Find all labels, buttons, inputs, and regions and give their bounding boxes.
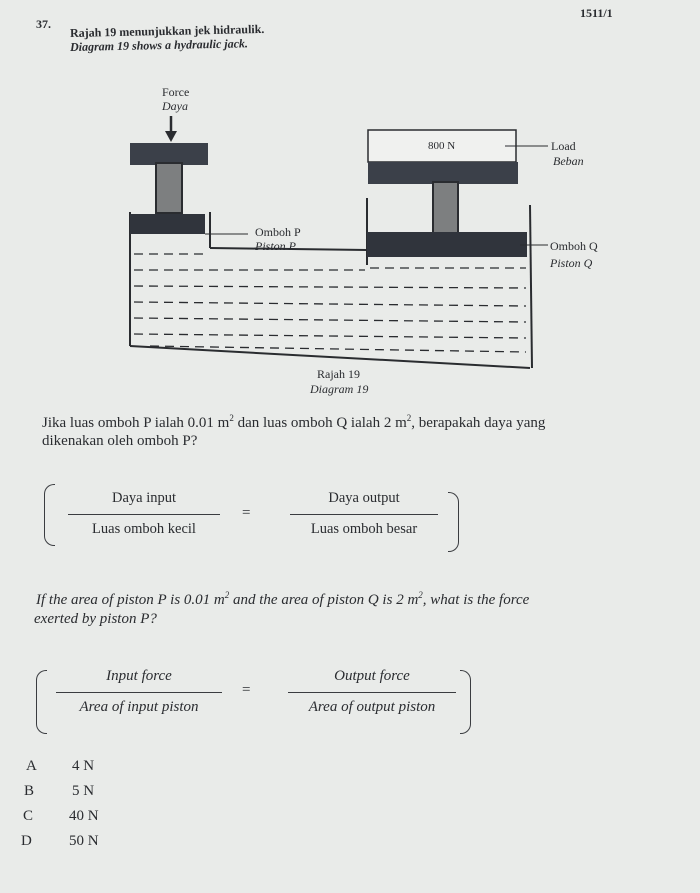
text-ms-part2: dan luas omboh Q ialah 2 m [233, 415, 407, 431]
option-a-letter[interactable]: A [26, 758, 37, 774]
formula-en-right-denominator: Area of output piston [308, 699, 436, 716]
option-a-value[interactable]: 4 N [72, 758, 95, 774]
question-number: 37. [36, 17, 51, 31]
load-platform [368, 162, 518, 184]
option-c-value[interactable]: 40 N [69, 808, 99, 824]
page-code: 1511/1 [580, 6, 613, 20]
formula-ms-right-denominator: Luas omboh besar [310, 521, 418, 538]
piston-q-rod [433, 182, 458, 234]
formula-en-right-bracket [460, 670, 471, 734]
formula-ms-equals: = [242, 505, 251, 521]
formula-en-left-denominator: Area of input piston [79, 699, 199, 716]
piston-q-label-ms: Omboh Q [550, 239, 598, 253]
option-d-letter[interactable]: D [21, 833, 32, 849]
fraction-bar [290, 514, 438, 515]
formula-ms-left-fraction [68, 490, 220, 538]
formula-ms-left-numerator: Daya input [111, 490, 177, 506]
force-label-ms: Force [162, 85, 190, 99]
formula-en-left-numerator: Input force [106, 668, 172, 684]
diagram-caption-ms: Rajah 19 [317, 367, 360, 381]
piston-p-handle [130, 143, 208, 165]
load-label-en: Load [551, 139, 576, 153]
option-b-letter[interactable]: B [24, 783, 35, 799]
text-ms-sup1: 2 [229, 413, 234, 423]
formula-en-left-fraction [56, 668, 222, 716]
option-b-value[interactable]: 5 N [72, 783, 95, 799]
question-text-en-line1 [36, 590, 529, 609]
text-en-part3: , what is the force [422, 592, 530, 608]
text-en-part1: If the area of piston P is 0.01 m [36, 592, 225, 608]
formula-en-right-numerator: Output force [334, 668, 410, 684]
piston-p-label-en: Piston P [255, 239, 296, 253]
formula-en-equals: = [242, 682, 251, 698]
question-text-ms-line2: dikenakan oleh omboh P? [42, 433, 198, 449]
formula-en-left-bracket [36, 670, 47, 734]
formula-ms-right-fraction [290, 490, 438, 538]
question-text-ms-line1 [42, 413, 545, 432]
piston-q-plate [367, 232, 527, 257]
fraction-bar [68, 514, 220, 515]
force-arrow-icon [165, 116, 177, 142]
fraction-bar [288, 692, 456, 693]
fraction-bar [56, 692, 222, 693]
formula-ms-right-bracket [448, 492, 459, 552]
load-label-ms: Beban [553, 154, 584, 168]
text-en-part2: and the area of piston Q is 2 m [229, 592, 419, 608]
formula-ms-left-denominator: Luas omboh kecil [92, 521, 196, 538]
option-c-letter[interactable]: C [23, 808, 34, 824]
text-en-sup2: 2 [418, 590, 423, 600]
text-ms-part3: , berapakah daya yang [411, 415, 546, 431]
piston-p-label-ms: Omboh P [255, 225, 301, 239]
question-text-en-line2: exerted by piston P? [34, 611, 157, 627]
piston-p-plate [130, 214, 205, 234]
option-d-value[interactable]: 50 N [69, 833, 99, 849]
text-en-sup1: 2 [224, 590, 230, 600]
question-stem-en: Diagram 19 shows a hydraulic jack. [69, 36, 249, 54]
load-value: 800 N [428, 140, 456, 152]
formula-ms-right-numerator: Daya output [328, 490, 400, 506]
liquid-dashes [134, 254, 526, 352]
piston-q-label-en: Piston Q [550, 256, 593, 270]
formula-en-right-fraction [288, 668, 456, 716]
piston-p-rod [156, 163, 182, 213]
formula-ms-left-bracket [44, 484, 55, 546]
text-ms-sup2: 2 [406, 413, 412, 423]
text-ms-part1: Jika luas omboh P ialah 0.01 m [42, 415, 230, 431]
diagram-caption-en: Diagram 19 [310, 382, 369, 396]
force-label-en: Daya [162, 99, 188, 113]
hydraulic-jack-diagram [0, 0, 700, 400]
question-stem-ms: Rajah 19 menunjukkan jek hidraulik. [69, 21, 265, 40]
